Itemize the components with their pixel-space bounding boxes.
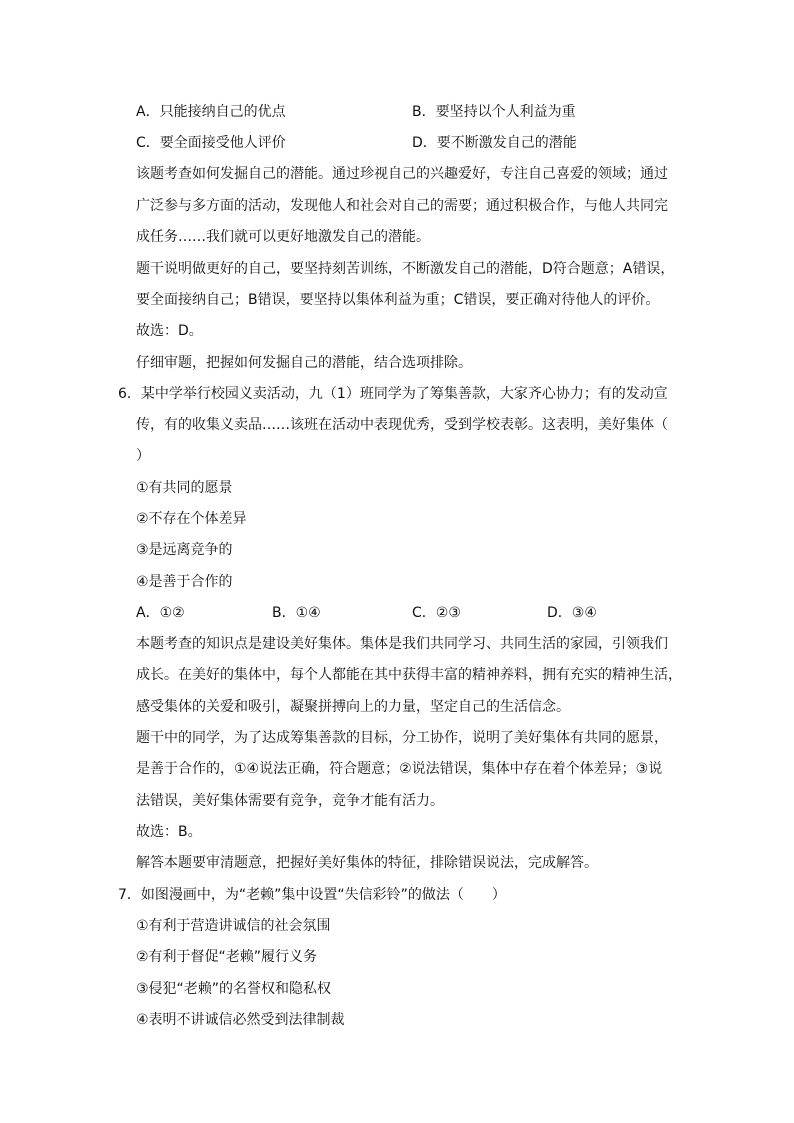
q6-answer: 故选：B。: [136, 824, 202, 840]
q5-answer: 故选：D。: [136, 323, 203, 339]
q6-analysis-line: 法错误，美好集体需要有竞争，竞争才能有活力。: [136, 793, 444, 809]
q6-option-a: A．①②: [136, 605, 185, 621]
q7-item: ①有利于营造讲诚信的社会氛围: [136, 918, 331, 934]
q6-comment: 解答本题要审清题意，把握好美好集体的特征，排除错误说法，完成解答。: [136, 855, 598, 871]
q6-stem-line: ）: [136, 448, 150, 464]
q6-item: ③是远离竞争的: [136, 542, 233, 558]
q7-item: ③侵犯“老赖”的名誉权和隐私权: [136, 981, 332, 997]
q7-item: ②有利于督促“老赖”履行义务: [136, 949, 318, 965]
q6-option-c: C．②③: [412, 605, 461, 621]
q7-item: ④表明不讲诚信必然受到法律制裁: [136, 1012, 345, 1028]
q5-analysis-line: 题干说明做更好的自己，要坚持刻苦训练，不断激发自己的潜能，D符合题意；A错误，: [136, 261, 675, 277]
q6-option-d: D．③④: [547, 605, 597, 621]
q7-stem: 7．如图漫画中，为“老赖”集中设置“失信彩铃”的做法（ ）: [118, 887, 506, 903]
q6-stem-line: 传，有的收集义卖品……该班在活动中表现优秀，受到学校表彰。这表明，美好集体（: [136, 417, 668, 433]
q5-option-a: A．只能接纳自己的优点: [136, 104, 286, 120]
q6-item: ①有共同的愿景: [136, 480, 233, 496]
q5-analysis-line: 广泛参与多方面的活动，发现他人和社会对自己的需要；通过积极合作，与他人共同完: [136, 198, 668, 214]
q6-analysis-line: 本题考查的知识点是建设美好集体。集体是我们共同学习、共同生活的家园，引领我们: [136, 636, 668, 652]
q6-analysis-line: 是善于合作的，①④说法正确，符合题意；②说法错误，集体中存在着个体差异；③说: [136, 761, 663, 777]
q6-item: ④是善于合作的: [136, 574, 233, 590]
q5-option-c: C．要全面接受他人评价: [136, 135, 286, 151]
q6-item: ②不存在个体差异: [136, 511, 247, 527]
q6-analysis-line: 题干中的同学，为了达成筹集善款的目标，分工协作，说明了美好集体有共同的愿景，: [136, 730, 668, 746]
q6-analysis-line: 成长。在美好的集体中，每个人都能在其中获得丰富的精神养料，拥有充实的精神生活，: [136, 667, 682, 683]
q6-option-b: B．①④: [272, 605, 321, 621]
q5-option-b: B．要坚持以个人利益为重: [412, 104, 576, 120]
q5-comment: 仔细审题，把握如何发掘自己的潜能，结合选项排除。: [136, 355, 472, 371]
q5-analysis-line: 该题考查如何发掘自己的潜能。通过珍视自己的兴趣爱好，专注自己喜爱的领域；通过: [136, 166, 668, 182]
q6-analysis-line: 感受集体的关爱和吸引，凝聚拼搏向上的力量，坚定自己的生活信念。: [136, 699, 570, 715]
q5-option-d: D．要不断激发自己的潜能: [412, 135, 577, 151]
q5-analysis-line: 要全面接纳自己；B错误，要坚持以集体利益为重；C错误，要正确对待他人的评价。: [136, 292, 660, 308]
q6-stem-line: 6．某中学举行校园义卖活动，九（1）班同学为了筹集善款，大家齐心协力；有的发动宣: [118, 386, 668, 402]
q5-analysis-line: 成任务……我们就可以更好地激发自己的潜能。: [136, 229, 430, 245]
